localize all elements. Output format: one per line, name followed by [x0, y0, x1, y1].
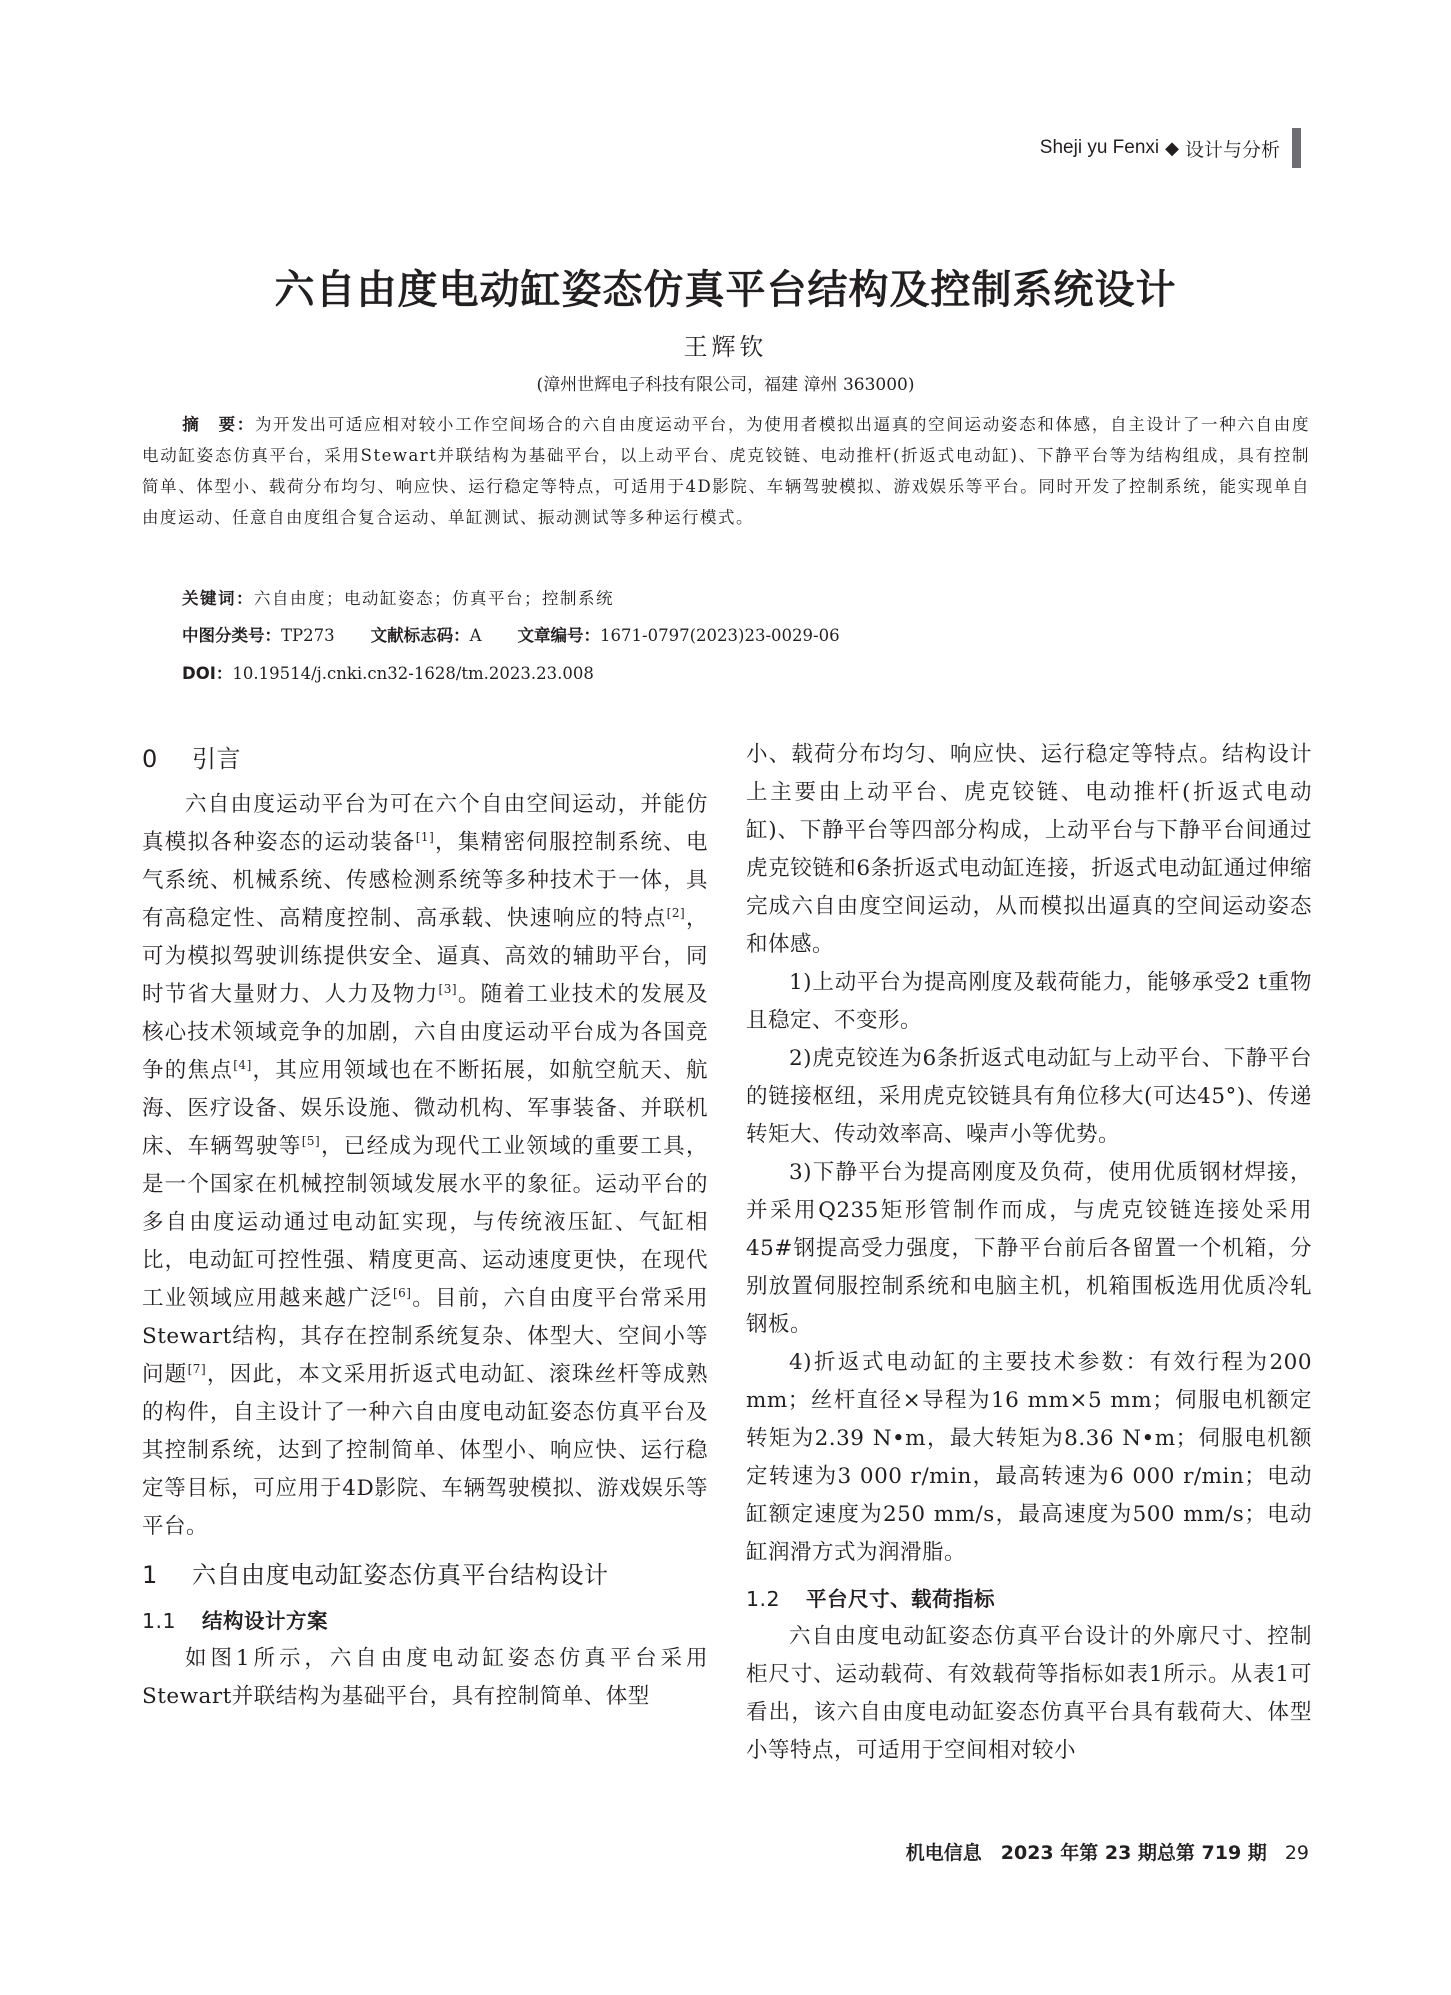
keywords-text: 六自由度；电动缸姿态；仿真平台；控制系统: [254, 589, 614, 608]
doc-code-label: 文献标志码：: [370, 626, 470, 645]
doi-label: DOI：: [182, 664, 233, 683]
clc-label: 中图分类号：: [182, 626, 281, 645]
paragraph-1-1-start: 如图1所示，六自由度电动缸姿态仿真平台采用Stewart并联结构为基础平台，具有控制简单、体型: [142, 1646, 708, 1709]
list-item-4: 4)折返式电动缸的主要技术参数：有效行程为200 mm；丝杆直径×导程为16 mm×5 mm；伺服电机额定转矩为2.39 N•m，最大转矩为8.36 N•m；伺服电机额定转速为3 000 r/min，最高转速为6 000 r/min；电动缸额定速度为250 mm/s，最高速度为500 mm/s；电动缸润滑方式为润滑脂。: [746, 1350, 1312, 1565]
doi-line: [182, 660, 594, 684]
body-right-column: [746, 736, 1312, 1770]
citation: [7]: [187, 1361, 207, 1376]
paragraph-1-1-continued: 小、载荷分布均匀、响应快、运行稳定等特点。结构设计上主要由上动平台、虎克铰链、电动推杆(折返式电动缸)、下静平台等四部分构成，上动平台与下静平台间通过虎克铰链和6条折返式电动缸连接，折返式电动缸通过伸缩完成六自由度空间运动，从而模拟出逼真的空间运动姿态和体感。: [746, 742, 1312, 957]
classification-line: [182, 622, 840, 646]
clc-value: TP273: [281, 626, 335, 645]
running-header: [1040, 128, 1301, 168]
keywords-label: 关键词：: [182, 589, 254, 608]
section-heading-1: 1 六自由度电动缸姿态仿真平台结构设计: [142, 1561, 609, 1589]
section-heading-0: 0 引言: [142, 745, 241, 773]
subsection-heading-1-2: 1.2 平台尺寸、载荷指标: [746, 1587, 995, 1611]
citation: [1]: [415, 829, 435, 844]
article-no-value: 1671-0797(2023)23-0029-06: [600, 626, 840, 645]
subsection-heading-1-1: 1.1 结构设计方案: [142, 1609, 328, 1633]
footer-journal-issue: 机电信息 2023 年第 23 期总第 719 期: [905, 1842, 1267, 1864]
header-bar-decoration: [1292, 128, 1301, 168]
doi-value: 10.19514/j.cnki.cn32-1628/tm.2023.23.008: [232, 664, 594, 683]
citation: [3]: [438, 981, 458, 996]
diamond-icon: ◆: [1165, 137, 1179, 158]
abstract-label: 摘 要：: [182, 415, 255, 434]
list-item-1: 1)上动平台为提高刚度及载荷能力，能够承受2 t重物且稳定、不变形。: [746, 970, 1312, 1033]
list-item-2: 2)虎克铰连为6条折返式电动缸与上动平台、下静平台的链接枢纽，采用虎克铰链具有角位移大(可达45°)、传递转矩大、传动效率高、噪声小等优势。: [746, 1046, 1312, 1147]
doc-code-value: A: [469, 626, 482, 645]
article-title: 六自由度电动缸姿态仿真平台结构及控制系统设计: [274, 267, 1177, 313]
citation: [4]: [233, 1057, 252, 1072]
article-no-label: 文章编号：: [517, 626, 601, 645]
intro-paragraph: 六自由度运动平台为可在六个自由空间运动，并能仿真模拟各种姿态的运动装备[1]，集精密伺服控制系统、电气系统、机械系统、传感检测系统等多种技术于一体，具有高稳定性、高精度控制、高承载、快速响应的特点[2]，可为模拟驾驶训练提供安全、逼真、高效的辅助平台，同时节省大量财力、人力及物力[3]。随着工业技术的发展及核心技术领域竞争的加剧，六自由度运动平台成为各国竞争的焦点[4]，其应用领域也在不断拓展，如航空航天、航海、医疗设备、娱乐设施、微动机构、军事装备、并联机床、车辆驾驶等[5]，已经成为现代工业领域的重要工具，是一个国家在机械控制领域发展水平的象征。运动平台的多自由度运动通过电动缸实现，与传统液压缸、气缸相比，电动缸可控性强、精度更高、运动速度更快，在现代工业领域应用越来越广泛[6]。目前，六自由度平台常采用Stewart结构，其存在控制系统复杂、体型大、空间小等问题[7]，因此，本文采用折返式电动缸、滚珠丝杆等成熟的构件，自主设计了一种六自由度电动缸姿态仿真平台及其控制系统，达到了控制简单、体型小、响应快、运行稳定等目标，可应用于4D影院、车辆驾驶模拟、游戏娱乐等平台。: [142, 792, 708, 1539]
paragraph-1-2: 六自由度电动缸姿态仿真平台设计的外廓尺寸、控制柜尺寸、运动载荷、有效载荷等指标如表1所示。从表1可看出，该六自由度电动缸姿态仿真平台具有载荷大、体型小等特点，可适用于空间相对较小: [746, 1624, 1312, 1763]
abstract: [142, 409, 1310, 533]
keywords: [182, 585, 614, 609]
author-affiliation: (漳州世辉电子科技有限公司，福建 漳州 363000): [536, 375, 915, 395]
citation: [2]: [666, 905, 686, 920]
section-name: 设计与分析: [1184, 139, 1280, 161]
body-left-column: [142, 736, 708, 1716]
journal-pinyin: Sheji yu Fenxi: [1039, 137, 1160, 158]
citation: [6]: [392, 1285, 412, 1300]
article-author: 王辉钦: [683, 333, 768, 361]
page-footer: [906, 1838, 1309, 1865]
page-number: 29: [1284, 1842, 1309, 1864]
list-item-3: 3)下静平台为提高刚度及负荷，使用优质钢材焊接，并采用Q235矩形管制作而成，与虎克铰链连接处采用45#钢提高受力强度，下静平台前后各留置一个机箱，分别放置伺服控制系统和电脑主机，机箱围板选用优质冷轧钢板。: [746, 1160, 1312, 1337]
abstract-text: 为开发出可适应相对较小工作空间场合的六自由度运动平台，为使用者模拟出逼真的空间运动姿态和体感，自主设计了一种六自由度电动缸姿态仿真平台，采用Stewart并联结构为基础平台，以上动平台、虎克铰链、电动推杆(折返式电动缸)、下静平台等为结构组成，具有控制简单、体型小、载荷分布均匀、响应快、运行稳定等特点，可适用于4D影院、车辆驾驶模拟、游戏娱乐等平台。同时开发了控制系统，能实现单自由度运动、任意自由度组合复合运动、单缸测试、振动测试等多种运行模式。: [142, 415, 1311, 527]
citation: [5]: [301, 1133, 321, 1148]
